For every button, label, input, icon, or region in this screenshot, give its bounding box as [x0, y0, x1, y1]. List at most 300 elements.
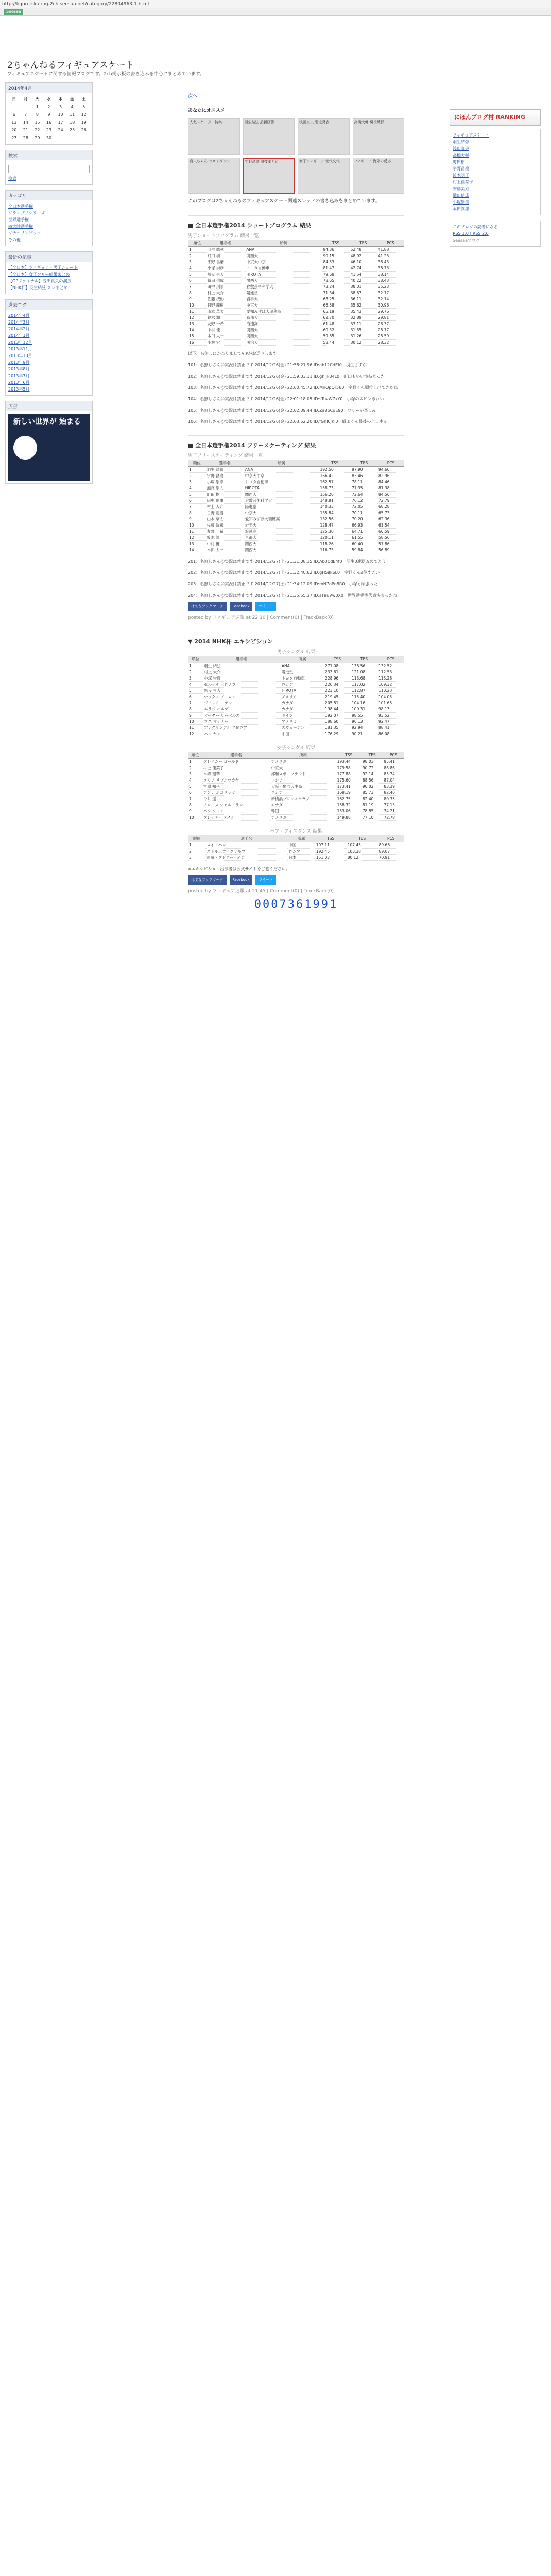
- archive-link[interactable]: 2013年6月: [8, 380, 30, 385]
- comment-item: 202：名無しさん＠実況は禁止です 2014/12/27(土) 21:32:40.62 ID:gH5iJk6L0 宇野くん2位すごい: [188, 570, 380, 575]
- table-cell[interactable]: ユリア リプニツカヤ: [202, 777, 270, 784]
- table-cell: 35.62: [350, 302, 377, 309]
- table-cell[interactable]: ピーター リーベルス: [203, 713, 281, 719]
- comment-item: 203：名無しさん＠実況は禁止です 2014/12/27(土) 21:34:12.09 ID:mN7oPq8R0 小塚も頑張った: [188, 582, 378, 586]
- table-cell: 120.11: [319, 535, 351, 541]
- calendar-day: [20, 103, 32, 111]
- archive-link[interactable]: 2013年10月: [8, 353, 32, 358]
- table-cell: 8: [188, 290, 206, 296]
- category-link[interactable]: 全日本選手権: [8, 204, 33, 209]
- table-cell: 12: [188, 535, 206, 541]
- table-cell: 56.89: [377, 547, 404, 553]
- calendar-weekday: 木: [58, 97, 63, 101]
- recommend-thumb[interactable]: 高橋大輔 現役続行: [353, 118, 405, 155]
- table-cell: アメリカ: [270, 815, 336, 821]
- table-row: [188, 473, 404, 479]
- table-cell: スウェーデン: [281, 725, 324, 731]
- table-cell: 11: [188, 529, 206, 535]
- ranking-link[interactable]: 宇野昌磨: [453, 166, 469, 171]
- table-cell[interactable]: 友野 一希: [206, 529, 244, 535]
- table-cell: 103.38: [347, 849, 378, 855]
- table-cell: 28.77: [377, 327, 404, 333]
- table-cell: 38.57: [350, 290, 377, 296]
- calendar-day[interactable]: 23: [46, 128, 52, 132]
- table-cell[interactable]: 佐藤 洸彬: [206, 296, 245, 302]
- table-cell[interactable]: アレーヌ シャルトラン: [202, 802, 270, 808]
- left-sidebar: [5, 82, 93, 489]
- table-cell: 223.10: [324, 688, 351, 694]
- table-row: [188, 771, 404, 777]
- table-row: [188, 731, 404, 737]
- table-cell[interactable]: 本田 太一: [206, 547, 244, 553]
- table-cell[interactable]: アレクサンデル マヨロフ: [203, 725, 281, 731]
- calendar-day[interactable]: 18: [70, 120, 75, 125]
- rss-box: [450, 221, 541, 247]
- archive-link[interactable]: 2014年2月: [8, 327, 30, 331]
- table-header: 選手名: [203, 656, 281, 663]
- table-cell: 58.56: [377, 535, 404, 541]
- ranking-link[interactable]: 町田樹: [453, 160, 465, 164]
- table-header: TES: [351, 656, 377, 663]
- table-cell[interactable]: 町田 樹: [206, 253, 245, 259]
- table-row: [188, 504, 404, 510]
- calendar-day[interactable]: 16: [46, 120, 52, 125]
- table-cell: 7: [188, 284, 206, 290]
- table-row: [188, 265, 404, 272]
- table-cell[interactable]: 日野 龍樹: [206, 510, 244, 516]
- calendar-day[interactable]: 21: [23, 128, 28, 132]
- table-cell: 94.60: [377, 467, 404, 473]
- table-cell[interactable]: セルゲイ ボロノフ: [203, 682, 281, 688]
- entry-3: [188, 632, 404, 911]
- rss-links[interactable]: RSS 1.0 | RSS 2.0: [453, 231, 489, 236]
- table-cell: 64.71: [351, 529, 377, 535]
- table-cell[interactable]: 田中 刑事: [206, 284, 245, 290]
- table-cell[interactable]: 小塚 崇彦: [206, 265, 245, 272]
- table-row: [188, 284, 404, 290]
- table-cell: 韓国: [270, 808, 336, 815]
- table-cell: 166.42: [319, 473, 351, 479]
- table-cell: 80.35: [383, 796, 404, 802]
- table-cell[interactable]: 村上 大介: [203, 669, 281, 675]
- table-cell[interactable]: 織田 信成: [206, 278, 245, 284]
- table-cell[interactable]: 羽生 結弦: [206, 467, 244, 473]
- recommend-thumb[interactable]: 羽生結弦 最新画像: [243, 118, 295, 155]
- table-header: 順位: [188, 460, 206, 467]
- calendar-day[interactable]: 29: [35, 135, 40, 140]
- table-cell: 198.44: [324, 706, 351, 713]
- table-cell[interactable]: 無良 崇人: [203, 688, 281, 694]
- recent-post-link[interactable]: 【全日本】フィギュア・男子ショート: [8, 265, 78, 270]
- table-header: TSS: [324, 656, 351, 663]
- archive-link[interactable]: 2013年12月: [8, 340, 32, 345]
- table-row: [188, 663, 404, 669]
- table-cell[interactable]: スイ・ハン: [205, 842, 287, 849]
- table-cell: 13: [188, 321, 206, 327]
- table-cell[interactable]: 無良 崇人: [206, 272, 245, 278]
- calendar-day[interactable]: 14: [23, 120, 28, 125]
- table-cell: 158.32: [336, 802, 361, 808]
- table-cell: 72.78: [383, 815, 404, 821]
- table-cell: 中国: [287, 842, 315, 849]
- address-bar[interactable]: [0, 0, 551, 8]
- table-cell[interactable]: 田中 刑事: [206, 498, 244, 504]
- seesaa-brand[interactable]: Seesaa: [4, 9, 23, 15]
- table-cell: 85.74: [383, 771, 404, 777]
- comment-head: 以下、名無しにかわりましてVIPがお送りします: [188, 351, 277, 356]
- calendar-day[interactable]: 28: [23, 135, 28, 140]
- ranking-link[interactable]: 小塚崇彦: [453, 200, 469, 205]
- recommend-thumb[interactable]: フィギュア 海外の反応: [353, 158, 405, 194]
- calendar-day[interactable]: 7: [24, 112, 27, 117]
- table-row: [188, 765, 404, 771]
- url-text: http://figure-skating-2ch.seesaa.net/category/22804963-1.html: [2, 2, 149, 7]
- table-header: 所属: [270, 752, 336, 759]
- calendar-week: [8, 118, 90, 126]
- calendar-week: [8, 134, 90, 142]
- table-cell[interactable]: 鈴木 潤: [206, 315, 245, 321]
- entry-3-subtitle: 男子シングル 結果: [277, 650, 316, 655]
- table-cell[interactable]: ストルボワ・クリモフ: [205, 849, 287, 855]
- calendar-weekday: 水: [46, 97, 51, 101]
- calendar-day[interactable]: 6: [12, 112, 15, 117]
- table-row: [188, 790, 404, 796]
- calendar-day[interactable]: 9: [47, 112, 50, 117]
- ranking-link[interactable]: 村上佳菜子: [453, 180, 473, 184]
- table-cell[interactable]: 宇野 昌磨: [206, 259, 245, 265]
- table-cell: 中京大中京: [245, 259, 322, 265]
- table-cell: 関西大: [245, 333, 322, 340]
- blog-toolbar: [0, 8, 551, 16]
- table-cell: 90.15: [322, 253, 350, 259]
- calendar-day[interactable]: 25: [70, 128, 75, 132]
- table-cell: 40.22: [350, 278, 377, 284]
- table-cell: 100.31: [351, 706, 377, 713]
- calendar-day[interactable]: 10: [58, 112, 63, 117]
- table-cell: 2: [188, 765, 202, 771]
- table-cell: 16: [188, 340, 206, 346]
- table-cell[interactable]: 村上 佳菜子: [202, 765, 270, 771]
- table-cell: 74.21: [383, 808, 404, 815]
- category-link[interactable]: ソチオリンピック: [8, 231, 41, 235]
- table-cell: 58.44: [322, 340, 350, 346]
- table-cell: 12: [188, 731, 203, 737]
- table-cell[interactable]: 町田 樹: [206, 492, 244, 498]
- table-cell[interactable]: 宇野 昌磨: [206, 473, 244, 479]
- table-cell[interactable]: パク ソヨン: [202, 808, 270, 815]
- table-cell[interactable]: 宮原 知子: [202, 784, 270, 790]
- table-cell[interactable]: 山本 草太: [206, 309, 245, 315]
- table-cell: 60.32: [322, 327, 350, 333]
- table-row: [188, 669, 404, 675]
- table-cell: 5: [188, 272, 206, 278]
- table-row: [188, 713, 404, 719]
- table-header: TSS: [322, 240, 350, 247]
- table-cell: 10: [188, 815, 202, 821]
- share-button[interactable]: Facebook: [230, 875, 253, 885]
- table-cell: 128.47: [319, 522, 351, 529]
- table-cell: 79.68: [322, 272, 350, 278]
- table-row: [188, 529, 404, 535]
- table-cell[interactable]: 日野 龍樹: [206, 302, 245, 309]
- table-header: 選手名: [202, 752, 270, 759]
- calendar-day[interactable]: 20: [11, 128, 17, 132]
- table-cell: 168.19: [336, 790, 361, 796]
- table-cell[interactable]: 無良 崇人: [206, 485, 244, 492]
- table-cell: 181.35: [324, 725, 351, 731]
- ranking-banner[interactable]: にほんブログ村 RANKING: [450, 109, 541, 126]
- table-cell: 77.13: [383, 802, 404, 808]
- table-cell[interactable]: 今井 遥: [202, 796, 270, 802]
- recent-box: [5, 251, 93, 294]
- table-cell: 153.06: [336, 808, 361, 815]
- table-cell[interactable]: 本田 太一: [206, 333, 245, 340]
- ranking-link[interactable]: フィギュアスケート: [453, 133, 490, 138]
- table-cell: 151.03: [315, 855, 347, 861]
- table-row: [188, 321, 404, 327]
- category-link[interactable]: グランプリシリーズ: [8, 211, 45, 215]
- table-cell: 新横浜プリンスクラブ: [270, 796, 336, 802]
- table-cell[interactable]: 鈴木 潤: [206, 535, 244, 541]
- table-cell[interactable]: ロス マイナー: [203, 719, 281, 725]
- calendar-day[interactable]: 15: [35, 120, 40, 125]
- table-row: [188, 855, 404, 861]
- table-cell[interactable]: エラジ バルデ: [203, 706, 281, 713]
- archive-link[interactable]: 2013年11月: [8, 347, 32, 351]
- share-button[interactable]: はてなブックマーク: [188, 875, 227, 885]
- rss-label[interactable]: このブログの読者になる: [453, 225, 498, 229]
- table-row: [188, 725, 404, 731]
- table-cell: 9: [188, 296, 206, 302]
- calendar-day[interactable]: 12: [81, 112, 87, 117]
- table-cell[interactable]: 中村 優: [206, 541, 244, 547]
- archive-link[interactable]: 2014年3月: [8, 320, 30, 325]
- table-header: 順位: [188, 835, 205, 842]
- table-cell[interactable]: グレイシー ゴールド: [202, 759, 270, 765]
- ranking-link[interactable]: 羽生結弦: [453, 140, 469, 144]
- share-buttons-2: [188, 875, 404, 885]
- comment-item: 104：名無しさん＠実況は禁止です 2014/12/26(金) 22:01:18.05 ID:sTuvW7xY0 小塚のスピンきれい: [188, 397, 384, 401]
- calendar-day[interactable]: 13: [11, 120, 17, 125]
- recent-post-link[interactable]: 【GPファイナル】浅田真央の演技: [8, 279, 72, 283]
- powered-by[interactable]: Seesaaブログ: [453, 238, 480, 243]
- archive-link[interactable]: 2013年7月: [8, 374, 30, 378]
- share-button[interactable]: はてなブックマーク: [188, 602, 227, 611]
- table-cell: 121.08: [351, 669, 377, 675]
- table-row: [188, 682, 404, 688]
- table-header: TES: [347, 835, 378, 842]
- entry-3-title[interactable]: ▼ 2014 NHK杯 エキシビション: [188, 638, 273, 645]
- calendar-day[interactable]: 3: [59, 105, 62, 109]
- table-cell: 32.14: [377, 296, 404, 302]
- table-cell: 愛知みずほ大瑞穂高: [244, 516, 319, 522]
- recent-post-link[interactable]: 【NHK杯】羽生結弦 スレまとめ: [8, 285, 68, 290]
- calendar-day[interactable]: 8: [36, 112, 39, 117]
- archive-link[interactable]: 2014年1月: [8, 333, 30, 338]
- comment-item: 103：名無しさん＠実況は禁止です 2014/12/26(金) 22:00:45.72 ID:MnOpQr560 宇野くん順位上げてきたね: [188, 385, 398, 390]
- table-cell: 115.40: [351, 694, 377, 700]
- table-cell: 65.73: [377, 510, 404, 516]
- table-cell[interactable]: 村上 大介: [206, 290, 245, 296]
- table-header: 選手名: [206, 460, 244, 467]
- entry-2-subtitle: 男子フリースケーティング 結果一覧: [188, 453, 263, 459]
- table-cell: 81.38: [377, 485, 404, 492]
- table-cell: 関西大: [244, 547, 319, 553]
- table-cell[interactable]: アンナ ポゴリラヤ: [202, 790, 270, 796]
- entry-2-title[interactable]: ■ 全日本選手権2014 フリースケーティング 結果: [188, 442, 316, 449]
- table-cell[interactable]: ブレイディ テネル: [202, 815, 270, 821]
- share-buttons: [188, 602, 404, 611]
- calendar-day[interactable]: 19: [81, 120, 87, 125]
- calendar-day[interactable]: 27: [11, 135, 17, 140]
- table-row: [188, 796, 404, 802]
- ranking-link[interactable]: 安藤美姫: [453, 187, 469, 191]
- table-cell: 109.32: [377, 682, 404, 688]
- table-cell: 97.90: [351, 467, 377, 473]
- table-cell: 90.21: [351, 731, 377, 737]
- category-link[interactable]: 四大陸選手権: [8, 224, 33, 229]
- table-cell: 72.64: [351, 492, 377, 498]
- table-header: TES: [350, 240, 377, 247]
- table-cell: 162.57: [319, 479, 351, 485]
- archive-link[interactable]: 2013年8月: [8, 367, 30, 371]
- table-cell: 179.58: [336, 765, 361, 771]
- table-cell: 6: [188, 498, 206, 504]
- table-cell: 66.93: [351, 522, 377, 529]
- entry-1-title[interactable]: ■ 全日本選手権2014 ショートプログラム 結果: [188, 222, 311, 229]
- table-cell[interactable]: 羽生 結弦: [203, 663, 281, 669]
- table-row: [188, 719, 404, 725]
- table-cell: 219.45: [324, 694, 351, 700]
- category-link[interactable]: その他: [8, 238, 21, 242]
- table-cell[interactable]: 本郷 理華: [202, 771, 270, 777]
- table-cell: 149.88: [336, 815, 361, 821]
- table-cell: 38.01: [350, 284, 377, 290]
- calendar-day[interactable]: 26: [81, 128, 87, 132]
- next-link[interactable]: 次へ: [188, 94, 198, 99]
- recommend-thumb[interactable]: 浅田真央 引退発表: [298, 118, 350, 155]
- share-button[interactable]: Facebook: [230, 602, 253, 611]
- calendar-day[interactable]: 11: [70, 112, 75, 117]
- table-row: [188, 706, 404, 713]
- table-cell: 愛知みずほ大瑞穂高: [245, 309, 322, 315]
- table-cell[interactable]: 村上 大介: [206, 504, 244, 510]
- recent-post-link[interactable]: 【全日本】女子フリー結果まとめ: [8, 272, 70, 277]
- recommend-thumb[interactable]: 真央ちゃん ラストダンス: [188, 158, 240, 194]
- table-cell: 日本: [287, 855, 315, 861]
- ranking-link[interactable]: 本田真凜: [453, 207, 469, 211]
- table-cell: 60.40: [351, 541, 377, 547]
- comment-item: 204：名無しさん＠実況は禁止です 2014/12/27(土) 21:35:55.37 ID:sT9uVw0X0 世界選手権代表決まったね: [188, 593, 398, 598]
- table-cell: 226.34: [324, 682, 351, 688]
- table-cell: 117.02: [351, 682, 377, 688]
- table-row: [188, 815, 404, 821]
- table-cell[interactable]: 小林 宏一: [206, 340, 245, 346]
- table-header: TSS: [315, 835, 347, 842]
- table-row: [188, 516, 404, 522]
- table-header: TSS: [336, 752, 361, 759]
- ranking-link[interactable]: 高橋大輔: [453, 153, 469, 158]
- archive-link[interactable]: 2013年9月: [8, 360, 30, 365]
- ranking-link[interactable]: 鈴木明子: [453, 173, 469, 178]
- table-cell[interactable]: 佐藤 洸彬: [206, 522, 244, 529]
- archive-link[interactable]: 2014年4月: [8, 313, 30, 318]
- table-cell: 88.86: [383, 765, 404, 771]
- table-cell: 2: [188, 473, 206, 479]
- calendar-day[interactable]: 30: [46, 135, 52, 140]
- calendar-day[interactable]: 24: [58, 128, 63, 132]
- recommend-thumb[interactable]: 女子フィギュア 世代交代: [298, 158, 350, 194]
- table-cell: 関西大: [244, 541, 319, 547]
- archive-link[interactable]: 2013年5月: [8, 387, 30, 392]
- table-cell: 162.75: [336, 796, 361, 802]
- table-cell: アメリカ: [281, 694, 324, 700]
- table-cell: 175.60: [336, 777, 361, 784]
- share-button[interactable]: ツイート: [255, 602, 276, 611]
- table-cell: 59.84: [351, 547, 377, 553]
- table-cell: 7: [188, 700, 203, 706]
- calendar-weekday: 火: [35, 97, 40, 101]
- search-input[interactable]: [8, 165, 90, 173]
- table-cell: 61.54: [377, 522, 404, 529]
- table-cell[interactable]: ハン ヤン: [203, 731, 281, 737]
- table-cell: アメリカ: [281, 719, 324, 725]
- table-cell[interactable]: 小塚 崇彦: [203, 675, 281, 682]
- calendar-day[interactable]: 22: [35, 128, 40, 132]
- table-header: 所属: [244, 460, 319, 467]
- search-button[interactable]: 検索: [8, 176, 16, 181]
- table-cell[interactable]: ジェレミー テン: [203, 700, 281, 706]
- calendar-day[interactable]: 2: [47, 105, 50, 109]
- table-cell[interactable]: 友野 一希: [206, 321, 245, 327]
- calendar-day[interactable]: 17: [58, 120, 63, 125]
- calendar-day[interactable]: 4: [71, 105, 74, 109]
- table-header: 選手名: [206, 240, 245, 247]
- table-cell: 14: [188, 547, 206, 553]
- table-cell[interactable]: 中村 優: [206, 327, 245, 333]
- table-cell[interactable]: マックス アーロン: [203, 694, 281, 700]
- table-cell: ドイツ: [281, 713, 324, 719]
- calendar-day[interactable]: 1: [36, 105, 39, 109]
- category-link[interactable]: 世界選手権: [8, 217, 29, 222]
- table-cell: 33.11: [350, 321, 377, 327]
- table-header: PCS: [378, 835, 404, 842]
- recommend-thumb[interactable]: 宇野昌磨 演技まとめ: [243, 158, 295, 194]
- table-cell[interactable]: 山本 草太: [206, 516, 244, 522]
- ad-box: [5, 401, 93, 484]
- share-button[interactable]: ツイート: [255, 875, 276, 885]
- table-cell: 30.96: [377, 302, 404, 309]
- calendar-week: [8, 103, 90, 111]
- ad-banner[interactable]: [8, 414, 90, 481]
- ranking-link[interactable]: 浅田真央: [453, 146, 469, 151]
- table-cell: 101.65: [377, 700, 404, 706]
- table-cell[interactable]: 須藤・ブドロー=オデ: [205, 855, 287, 861]
- calendar-day[interactable]: 5: [82, 105, 85, 109]
- table-cell: 132.52: [377, 663, 404, 669]
- table-cell: 61.48: [322, 321, 350, 327]
- recommend-thumb[interactable]: 人気スケーター特集: [188, 118, 240, 155]
- comment-item: 102：名無しさん＠実況は禁止です 2014/12/26(金) 21:59:03.11 ID:ghIjk34L0 町田もいい演技だった: [188, 374, 385, 379]
- table-cell[interactable]: 羽生 結弦: [206, 247, 245, 253]
- table-cell: 70.20: [351, 516, 377, 522]
- table-cell: HIROTA: [281, 688, 324, 694]
- table-cell: 112.87: [351, 688, 377, 694]
- table-row: [188, 340, 404, 346]
- table-cell[interactable]: 小塚 崇彦: [206, 479, 244, 485]
- site-title[interactable]: 2ちゃんねるフィギュアスケート: [7, 60, 134, 71]
- ranking-link[interactable]: 織田信成: [453, 193, 469, 198]
